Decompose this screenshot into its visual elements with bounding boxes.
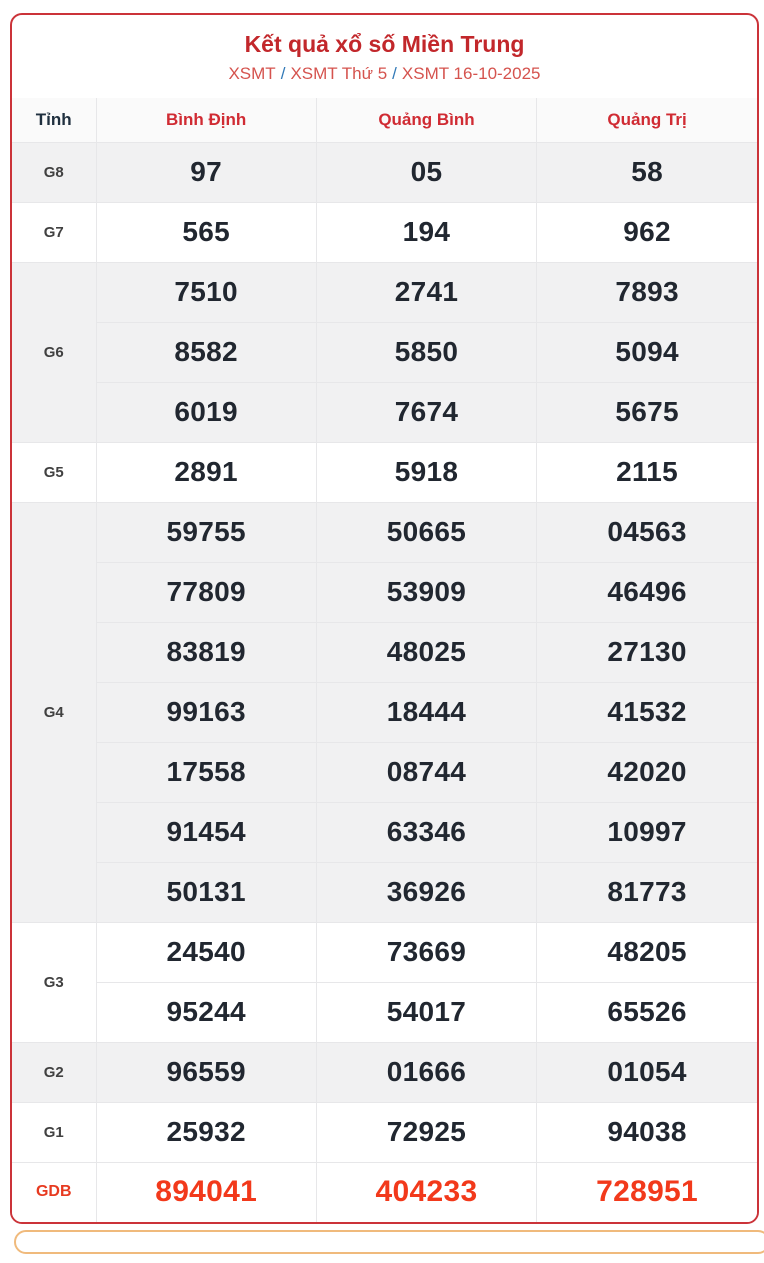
- prize-row-g4-1: [12, 502, 757, 562]
- prize-number-g3-col3: 48205: [537, 922, 757, 982]
- prize-row-g7: [12, 202, 757, 262]
- prize-number-g4-col1: 83819: [96, 622, 316, 682]
- prize-row-g6-1: [12, 262, 757, 322]
- page-title: Kết quả xổ số Miền Trung: [244, 31, 525, 57]
- prize-number-g6-col1: 8582: [96, 322, 316, 382]
- next-section-card-top: [14, 1230, 764, 1254]
- breadcrumb-link-xsmt-thu-5[interactable]: XSMT Thứ 5: [290, 64, 388, 83]
- prize-number-g7-col3: 962: [537, 202, 757, 262]
- prize-row-g4-3: [12, 622, 757, 682]
- prize-number-g6-col3: 7893: [537, 262, 757, 322]
- prize-row-g4-2: [12, 562, 757, 622]
- prize-row-g6-3: [12, 382, 757, 442]
- breadcrumb-link-xsmt[interactable]: XSMT: [228, 64, 276, 83]
- prize-number-g2-col3: 01054: [537, 1042, 757, 1102]
- prize-number-g2-col1: 96559: [96, 1042, 316, 1102]
- prize-number-g4-col3: 46496: [537, 562, 757, 622]
- prize-number-g5-col1: 2891: [96, 442, 316, 502]
- prize-number-g1-col1: 25932: [96, 1102, 316, 1162]
- prize-number-g6-col1: 6019: [96, 382, 316, 442]
- prize-row-g4-5: [12, 742, 757, 802]
- prize-label-g2: G2: [12, 1042, 96, 1102]
- prize-number-g4-col1: 91454: [96, 802, 316, 862]
- prize-number-gdb-col2: 404233: [316, 1162, 536, 1222]
- prize-number-g7-col2: 194: [316, 202, 536, 262]
- prize-number-g3-col2: 73669: [316, 922, 536, 982]
- prize-number-g4-col3: 04563: [537, 502, 757, 562]
- prize-number-g4-col2: 18444: [316, 682, 536, 742]
- prize-row-g6-2: [12, 322, 757, 382]
- prize-number-gdb-col3: 728951: [537, 1162, 757, 1222]
- prize-label-g5: G5: [12, 442, 96, 502]
- prize-number-g3-col1: 95244: [96, 982, 316, 1042]
- prize-row-g8: [12, 142, 757, 202]
- prize-row-gdb: [12, 1162, 757, 1222]
- prize-number-g1-col3: 94038: [537, 1102, 757, 1162]
- prize-label-g1: G1: [12, 1102, 96, 1162]
- prize-label-g7: G7: [12, 202, 96, 262]
- table-header-row: [12, 98, 757, 142]
- prize-row-g5: [12, 442, 757, 502]
- prize-row-g3-1: [12, 922, 757, 982]
- prize-number-g6-col2: 7674: [316, 382, 536, 442]
- prize-number-g6-col2: 2741: [316, 262, 536, 322]
- prize-number-g4-col1: 59755: [96, 502, 316, 562]
- breadcrumb-separator: /: [280, 64, 286, 83]
- prize-number-g4-col1: 77809: [96, 562, 316, 622]
- prize-number-g4-col3: 41532: [537, 682, 757, 742]
- prize-number-gdb-col1: 894041: [96, 1162, 316, 1222]
- page: [0, 13, 764, 1254]
- prize-number-g5-col2: 5918: [316, 442, 536, 502]
- prize-number-g4-col3: 10997: [537, 802, 757, 862]
- prize-number-g4-col1: 50131: [96, 862, 316, 922]
- column-header-binh-dinh[interactable]: Bình Định: [96, 98, 316, 142]
- prize-number-g4-col1: 99163: [96, 682, 316, 742]
- prize-number-g4-col3: 42020: [537, 742, 757, 802]
- prize-number-g5-col3: 2115: [537, 442, 757, 502]
- prize-number-g4-col2: 08744: [316, 742, 536, 802]
- prize-number-g4-col2: 50665: [316, 502, 536, 562]
- breadcrumb-link-xsmt-date[interactable]: XSMT 16-10-2025: [401, 64, 541, 83]
- column-header-tinh: Tỉnh: [12, 98, 96, 142]
- prize-number-g3-col1: 24540: [96, 922, 316, 982]
- prize-number-g4-col2: 36926: [316, 862, 536, 922]
- prize-number-g8-col2: 05: [316, 142, 536, 202]
- prize-row-g4-4: [12, 682, 757, 742]
- prize-number-g1-col2: 72925: [316, 1102, 536, 1162]
- prize-number-g4-col1: 17558: [96, 742, 316, 802]
- prize-number-g4-col2: 53909: [316, 562, 536, 622]
- breadcrumb: [12, 63, 757, 85]
- column-header-quang-tri[interactable]: Quảng Trị: [537, 98, 757, 142]
- prize-number-g6-col1: 7510: [96, 262, 316, 322]
- prize-number-g4-col3: 27130: [537, 622, 757, 682]
- prize-number-g6-col3: 5094: [537, 322, 757, 382]
- prize-row-g4-7: [12, 862, 757, 922]
- lottery-results-card: [10, 13, 759, 1224]
- prize-label-gdb: GDB: [12, 1162, 96, 1222]
- prize-number-g8-col1: 97: [96, 142, 316, 202]
- prize-number-g7-col1: 565: [96, 202, 316, 262]
- prize-row-g4-6: [12, 802, 757, 862]
- column-header-quang-binh[interactable]: Quảng Bình: [316, 98, 536, 142]
- prize-number-g6-col2: 5850: [316, 322, 536, 382]
- prize-label-g3: G3: [12, 922, 96, 1042]
- prize-label-g8: G8: [12, 142, 96, 202]
- breadcrumb-separator: /: [392, 64, 397, 83]
- prize-number-g4-col3: 81773: [537, 862, 757, 922]
- prize-number-g3-col3: 65526: [537, 982, 757, 1042]
- prize-number-g4-col2: 48025: [316, 622, 536, 682]
- results-table: [12, 98, 757, 1222]
- prize-row-g1: [12, 1102, 757, 1162]
- prize-label-g4: G4: [12, 502, 96, 922]
- prize-number-g4-col2: 63346: [316, 802, 536, 862]
- prize-number-g8-col3: 58: [537, 142, 757, 202]
- prize-label-g6: G6: [12, 262, 96, 442]
- prize-row-g3-2: [12, 982, 757, 1042]
- prize-row-g2: [12, 1042, 757, 1102]
- prize-number-g6-col3: 5675: [537, 382, 757, 442]
- prize-number-g2-col2: 01666: [316, 1042, 536, 1102]
- prize-number-g3-col2: 54017: [316, 982, 536, 1042]
